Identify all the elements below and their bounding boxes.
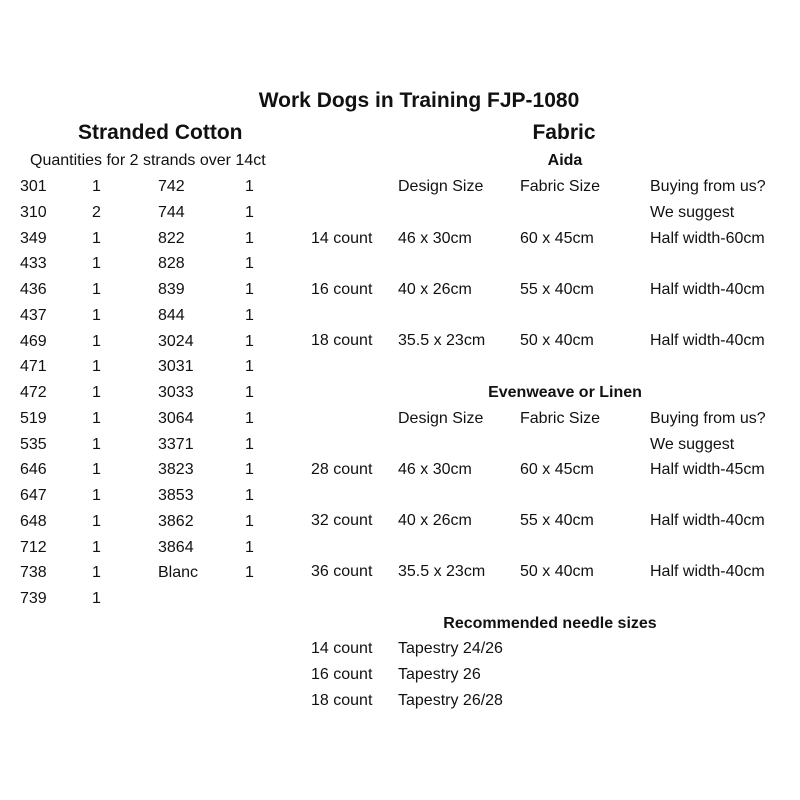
thread-quantity: 1 [92,229,101,247]
fabric-count: 18 count [311,332,373,349]
thread-quantity: 1 [92,178,101,195]
thread-quantity: 1 [245,461,254,479]
thread-code: 822 [158,229,185,247]
design-size: 40 x 26cm [398,281,472,298]
buying-header-sub: We suggest [650,436,735,453]
thread-code: 349 [20,229,47,247]
thread-code: 3823 [158,461,194,479]
thread-code: 535 [20,435,47,453]
design-size: 35.5 x 23cm [398,332,486,349]
thread-code: 310 [20,203,47,221]
thread-quantity: 1 [92,564,101,582]
thread-code: 742 [158,178,185,195]
thread-code: 744 [158,203,185,221]
thread-code: 828 [158,255,185,273]
thread-code: 436 [20,281,47,298]
thread-code: 433 [20,255,47,273]
thread-code: 738 [20,564,47,582]
thread-quantity: 1 [245,306,254,324]
suggested-fabric: Half width-40cm [650,332,765,349]
thread-quantity: 1 [92,512,101,530]
fabric-size: 55 x 40cm [520,281,594,298]
thread-code: Blanc [158,564,199,582]
fabric-size: 50 x 40cm [520,332,594,349]
fabric-size: 50 x 40cm [520,563,594,580]
thread-quantity: 1 [92,590,101,607]
needle-sizes-heading: Recommended needle sizes [443,615,657,632]
thread-code: 469 [20,332,47,350]
thread-quantity: 1 [245,538,254,556]
fabric-heading: Fabric [532,121,596,144]
thread-quantity: 1 [245,409,254,427]
suggested-fabric: Half width-40cm [650,512,765,529]
thread-code: 712 [20,538,47,556]
thread-code: 472 [20,384,47,401]
thread-quantity: 1 [245,358,254,376]
thread-code: 301 [20,178,47,195]
stranded-cotton-heading: Stranded Cotton [78,121,243,144]
thread-quantity: 1 [92,255,101,273]
evenweave-heading: Evenweave or Linen [488,384,642,401]
design-size: 46 x 30cm [398,461,472,478]
thread-quantity: 1 [92,306,101,324]
needle-size: Tapestry 24/26 [398,640,503,657]
thread-quantity: 1 [245,203,254,221]
needle-size: Tapestry 26/28 [398,692,503,709]
thread-code: 471 [20,358,47,376]
fabric-size: 60 x 45cm [520,461,594,478]
suggested-fabric: Half width-40cm [650,281,765,298]
thread-quantity: 1 [92,435,101,453]
design-size: 46 x 30cm [398,230,472,247]
thread-quantity: 1 [245,384,254,401]
thread-code: 647 [20,487,47,504]
thread-quantity: 1 [245,564,254,582]
needle-count: 16 count [311,666,373,683]
fabric-size: 55 x 40cm [520,512,594,529]
thread-quantity: 1 [92,281,101,298]
thread-quantity: 1 [92,358,101,376]
thread-quantity: 1 [245,332,254,350]
thread-code: 739 [20,590,47,607]
design-size: 40 x 26cm [398,512,472,529]
thread-code: 519 [20,409,47,427]
thread-quantity: 1 [245,178,254,195]
needle-count: 18 count [311,692,373,709]
thread-code: 3024 [158,332,194,350]
design-size-header: Design Size [398,178,484,195]
buying-header: Buying from us? [650,410,766,427]
suggested-fabric: Half width-45cm [650,461,765,478]
buying-header-sub: We suggest [650,204,735,221]
fabric-count: 16 count [311,281,373,298]
thread-code: 3864 [158,538,194,556]
needle-count: 14 count [311,640,373,657]
fabric-count: 14 count [311,230,373,247]
thread-quantity: 1 [245,229,254,247]
quantities-note: Quantities for 2 strands over 14ct [30,152,266,169]
thread-code: 3033 [158,384,194,401]
thread-code: 839 [158,281,185,298]
thread-quantity: 1 [92,461,101,479]
thread-quantity: 1 [92,409,101,427]
suggested-fabric: Half width-40cm [650,563,765,580]
fabric-size-header: Fabric Size [520,178,601,195]
aida-heading: Aida [547,152,583,169]
thread-code: 646 [20,461,47,479]
fabric-count: 28 count [311,461,373,478]
design-size-header: Design Size [398,410,484,427]
thread-code: 3031 [158,358,194,376]
thread-quantity: 1 [245,281,254,298]
thread-quantity: 1 [245,512,254,530]
buying-header: Buying from us? [650,178,766,195]
thread-code: 437 [20,306,47,324]
thread-code: 3853 [158,487,194,504]
thread-code: 3862 [158,512,194,530]
suggested-fabric: Half width-60cm [650,230,765,247]
thread-quantity: 1 [245,435,254,453]
fabric-count: 32 count [311,512,373,529]
thread-quantity: 1 [92,538,101,556]
thread-code: 648 [20,512,47,530]
fabric-count: 36 count [311,563,373,580]
thread-code: 3064 [158,409,194,427]
page-title: Work Dogs in Training FJP-1080 [258,89,580,112]
design-size: 35.5 x 23cm [398,563,486,580]
thread-quantity: 1 [92,384,101,401]
fabric-size: 60 x 45cm [520,230,594,247]
thread-quantity: 1 [245,487,254,504]
fabric-size-header: Fabric Size [520,410,601,427]
thread-quantity: 1 [245,255,254,273]
thread-code: 844 [158,306,185,324]
thread-quantity: 1 [92,332,101,350]
thread-code: 3371 [158,435,194,453]
thread-quantity: 1 [92,487,101,504]
needle-size: Tapestry 26 [398,666,481,683]
thread-quantity: 2 [92,203,101,221]
